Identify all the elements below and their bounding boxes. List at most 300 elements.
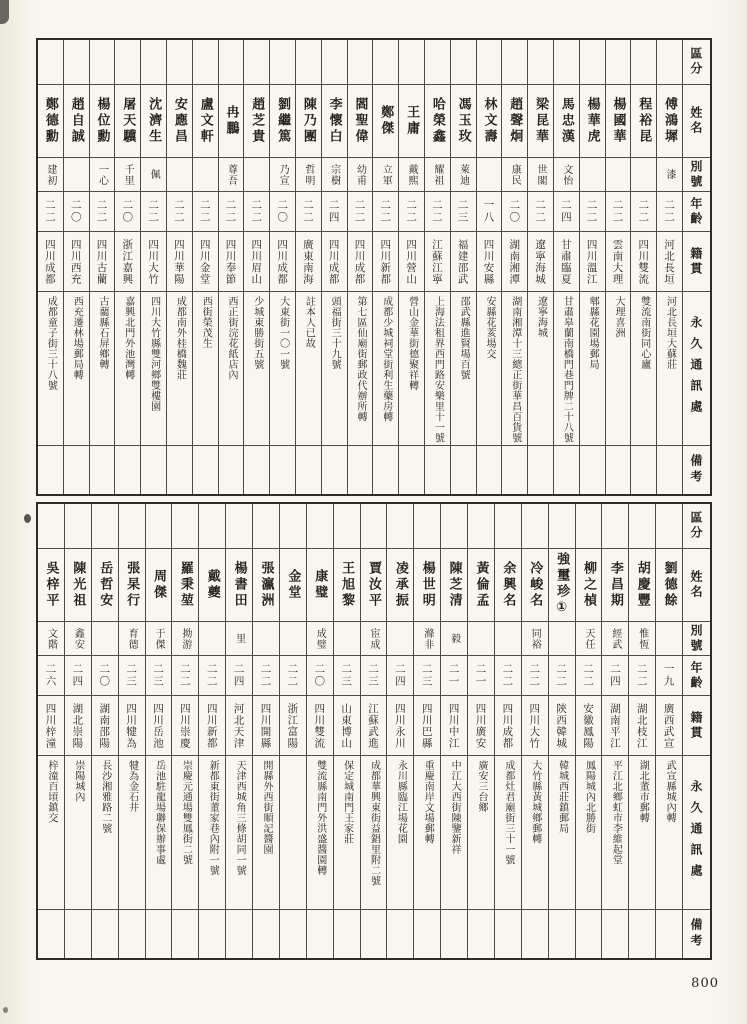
person-age: 二一 bbox=[468, 656, 494, 696]
cell-region bbox=[193, 40, 218, 85]
person-age: 二二 bbox=[606, 192, 631, 232]
person-address: 崇慶元通場雙鳳街二號 bbox=[172, 756, 198, 910]
person-column bbox=[146, 504, 173, 958]
person-origin: 四川梓潼 bbox=[38, 696, 64, 756]
cell-note bbox=[373, 446, 398, 494]
person-alias bbox=[64, 158, 89, 192]
cell-note bbox=[361, 910, 387, 958]
row-label-column bbox=[683, 504, 710, 958]
cell-note bbox=[38, 446, 63, 494]
person-name: 張杲行 bbox=[119, 549, 145, 622]
person-column bbox=[502, 40, 528, 494]
person-name: 黃倫孟 bbox=[468, 549, 494, 622]
person-address: 營山金華街德聚祥轉 bbox=[399, 292, 424, 446]
person-column bbox=[141, 40, 167, 494]
person-age: 二二 bbox=[348, 192, 373, 232]
person-column bbox=[199, 504, 226, 958]
person-name: 楊世明 bbox=[414, 549, 440, 622]
person-alias: 宦成 bbox=[361, 622, 387, 656]
person-name: 李昌期 bbox=[602, 549, 628, 622]
person-origin: 四川大竹 bbox=[522, 696, 548, 756]
person-address: 岳池駐龍場聯保辦事處 bbox=[146, 756, 172, 910]
cell-region bbox=[172, 504, 198, 549]
person-address: 第七區仙廟街郵政代辦所轉 bbox=[348, 292, 373, 446]
cell-region bbox=[38, 504, 64, 549]
person-name: 林文壽 bbox=[477, 85, 502, 158]
person-address: 西街榮茂生 bbox=[193, 292, 218, 446]
person-origin: 四川眉山 bbox=[244, 232, 269, 292]
person-name: 冉鵬 bbox=[219, 85, 244, 158]
row-label: 備考 bbox=[688, 454, 703, 486]
person-address: 新都東街董家巷內附一號 bbox=[199, 756, 225, 910]
cell-region bbox=[580, 40, 605, 85]
person-name: 陳乃團 bbox=[296, 85, 321, 158]
cell-region bbox=[656, 504, 682, 549]
person-address: 郫縣花園場郵局 bbox=[580, 292, 605, 446]
person-address bbox=[280, 756, 306, 910]
cell-note bbox=[226, 910, 252, 958]
person-age: 二一 bbox=[441, 656, 467, 696]
cell-note bbox=[115, 446, 140, 494]
row-label: 姓名 bbox=[683, 85, 710, 158]
person-age: 二二 bbox=[296, 192, 321, 232]
person-address: 雙流南街同心廬 bbox=[631, 292, 656, 446]
person-age: 二三 bbox=[334, 656, 360, 696]
cell-region bbox=[348, 40, 373, 85]
row-label: 備考 bbox=[689, 918, 703, 950]
person-address: 大竹縣黃城鄉郵轉 bbox=[522, 756, 548, 910]
cell-region bbox=[253, 504, 279, 549]
person-alias: 世閣 bbox=[528, 158, 553, 192]
cell-note bbox=[576, 910, 602, 958]
cell-note bbox=[387, 910, 413, 958]
person-alias: 育德 bbox=[119, 622, 145, 656]
person-origin: 甘肅臨夏 bbox=[554, 232, 579, 292]
person-age: 二四 bbox=[65, 656, 91, 696]
person-alias bbox=[631, 158, 656, 192]
cell-note bbox=[64, 446, 89, 494]
cell-note bbox=[119, 910, 145, 958]
person-origin: 四川廣安 bbox=[468, 696, 494, 756]
person-origin: 四川金堂 bbox=[193, 232, 218, 292]
cell-region bbox=[270, 40, 295, 85]
person-origin: 四川溫江 bbox=[580, 232, 605, 292]
person-alias bbox=[253, 622, 279, 656]
cell-region bbox=[495, 504, 521, 549]
person-name: 胡慶豐 bbox=[629, 549, 655, 622]
person-age: 二二 bbox=[90, 192, 115, 232]
person-origin: 四川犍為 bbox=[119, 696, 145, 756]
person-column bbox=[172, 504, 199, 958]
cell-note bbox=[549, 910, 575, 958]
person-address: 梓潼百頃鎮交 bbox=[38, 756, 64, 910]
person-name: 程裕昆 bbox=[631, 85, 656, 158]
cell-region bbox=[307, 504, 333, 549]
cell-note bbox=[606, 446, 631, 494]
cell-region bbox=[554, 40, 579, 85]
person-column bbox=[219, 40, 245, 494]
cell-note bbox=[307, 910, 333, 958]
person-column bbox=[441, 504, 468, 958]
person-column bbox=[361, 504, 388, 958]
cell-region bbox=[296, 40, 321, 85]
person-name: 趙自誠 bbox=[64, 85, 89, 158]
person-origin: 四川大竹 bbox=[141, 232, 166, 292]
person-origin: 雲南大理 bbox=[606, 232, 631, 292]
person-alias bbox=[580, 158, 605, 192]
cell-region bbox=[549, 504, 575, 549]
person-address: 開縣外西街順記醬園 bbox=[253, 756, 279, 910]
scan-smudge-top-left bbox=[0, 0, 9, 24]
cell-note bbox=[399, 446, 424, 494]
person-origin: 河北長垣 bbox=[657, 232, 682, 292]
cell-region bbox=[280, 504, 306, 549]
cell-note bbox=[425, 446, 450, 494]
person-alias: 宗樹 bbox=[322, 158, 347, 192]
person-name: 趙芝貴 bbox=[244, 85, 269, 158]
person-column bbox=[115, 40, 141, 494]
person-alias: 尊吾 bbox=[219, 158, 244, 192]
cell-note bbox=[322, 446, 347, 494]
person-alias bbox=[606, 158, 631, 192]
cell-region bbox=[119, 504, 145, 549]
cell-region bbox=[399, 40, 424, 85]
cell-note bbox=[602, 910, 628, 958]
person-column bbox=[468, 504, 495, 958]
cell-note bbox=[451, 446, 476, 494]
person-age: 二〇 bbox=[307, 656, 333, 696]
person-name: 王庸 bbox=[399, 85, 424, 158]
person-column bbox=[322, 40, 348, 494]
person-column bbox=[554, 40, 580, 494]
person-address: 天津西城角三條胡同一號 bbox=[226, 756, 252, 910]
person-alias: 戴熙 bbox=[399, 158, 424, 192]
person-alias: 里 bbox=[226, 622, 252, 656]
person-age: 二二 bbox=[280, 656, 306, 696]
person-age: 二二 bbox=[631, 192, 656, 232]
person-origin: 四川成都 bbox=[270, 232, 295, 292]
person-origin: 浙江富陽 bbox=[280, 696, 306, 756]
person-age: 二〇 bbox=[92, 656, 118, 696]
person-age: 二二 bbox=[193, 192, 218, 232]
person-name: 楊華虎 bbox=[580, 85, 605, 158]
registry-table-upper bbox=[36, 38, 712, 496]
person-origin: 河北天津 bbox=[226, 696, 252, 756]
person-origin: 四川崇慶 bbox=[172, 696, 198, 756]
person-column bbox=[65, 504, 92, 958]
person-name: 周傑 bbox=[146, 549, 172, 622]
person-name: 馬忠漢 bbox=[554, 85, 579, 158]
person-address: 河北長垣大蘇莊 bbox=[657, 292, 682, 446]
person-origin: 四川華陽 bbox=[167, 232, 192, 292]
row-label: 姓名 bbox=[683, 549, 710, 622]
cell-region bbox=[90, 40, 115, 85]
cell-note bbox=[65, 910, 91, 958]
row-label: 區分 bbox=[683, 40, 710, 85]
cell-note bbox=[502, 446, 527, 494]
person-alias: 佩 bbox=[141, 158, 166, 192]
row-label: 籍貫 bbox=[683, 232, 710, 292]
person-age: 二二 bbox=[528, 192, 553, 232]
person-name: 羅秉堃 bbox=[172, 549, 198, 622]
person-address: 少城東勝街五號 bbox=[244, 292, 269, 446]
person-name: 閻聖偉 bbox=[348, 85, 373, 158]
cell-region bbox=[451, 40, 476, 85]
cell-region bbox=[115, 40, 140, 85]
cell-note bbox=[141, 446, 166, 494]
person-name: 李懷白 bbox=[322, 85, 347, 158]
person-age: 二四 bbox=[554, 192, 579, 232]
person-name: 鄭德勳 bbox=[38, 85, 63, 158]
person-column bbox=[414, 504, 441, 958]
person-origin: 四川安縣 bbox=[477, 232, 502, 292]
person-name: 戴夔 bbox=[199, 549, 225, 622]
cell-note bbox=[334, 910, 360, 958]
person-origin: 安徽鳳陽 bbox=[576, 696, 602, 756]
person-alias bbox=[244, 158, 269, 192]
cell-note bbox=[244, 446, 269, 494]
person-name: 梁昆華 bbox=[528, 85, 553, 158]
person-origin: 四川岳池 bbox=[146, 696, 172, 756]
cell-note bbox=[528, 446, 553, 494]
person-alias: 毅 bbox=[441, 622, 467, 656]
person-age: 二二 bbox=[549, 656, 575, 696]
cell-note bbox=[92, 910, 118, 958]
person-alias: 成璧 bbox=[307, 622, 333, 656]
person-origin: 遼寧海城 bbox=[528, 232, 553, 292]
cell-region bbox=[226, 504, 252, 549]
person-age: 二六 bbox=[38, 656, 64, 696]
person-name: 楊書田 bbox=[226, 549, 252, 622]
person-alias: 漆 bbox=[657, 158, 682, 192]
person-age: 二四 bbox=[322, 192, 347, 232]
person-name: 金堂 bbox=[280, 549, 306, 622]
person-name: 陳芝清 bbox=[441, 549, 467, 622]
cell-note bbox=[495, 910, 521, 958]
cell-region bbox=[441, 504, 467, 549]
person-age: 二四 bbox=[387, 656, 413, 696]
cell-region bbox=[141, 40, 166, 85]
person-address: 成都灶君廟街三十一號 bbox=[495, 756, 521, 910]
person-address: 古藺縣石屏鄉轉 bbox=[90, 292, 115, 446]
person-name: 楊國華 bbox=[606, 85, 631, 158]
person-origin: 江蘇江寧 bbox=[425, 232, 450, 292]
person-alias bbox=[193, 158, 218, 192]
person-column bbox=[495, 504, 522, 958]
cell-note bbox=[280, 910, 306, 958]
person-name: 賈汝平 bbox=[361, 549, 387, 622]
person-alias: 滌非 bbox=[414, 622, 440, 656]
person-name: 傅鴻墀 bbox=[657, 85, 682, 158]
person-alias bbox=[477, 158, 502, 192]
person-age: 二〇 bbox=[115, 192, 140, 232]
row-label: 區分 bbox=[683, 504, 710, 549]
person-address: 大東街一〇一號 bbox=[270, 292, 295, 446]
person-address: 湖北董市郵轉 bbox=[629, 756, 655, 910]
person-column bbox=[549, 504, 576, 958]
person-name: 安應昌 bbox=[167, 85, 192, 158]
cell-region bbox=[64, 40, 89, 85]
person-origin: 湖南湘潭 bbox=[502, 232, 527, 292]
person-address: 西正街浣花紙店內 bbox=[219, 292, 244, 446]
cell-region bbox=[425, 40, 450, 85]
cell-region bbox=[373, 40, 398, 85]
cell-note bbox=[477, 446, 502, 494]
person-address: 犍為金石井 bbox=[119, 756, 145, 910]
person-address: 保定城南門王家莊 bbox=[334, 756, 360, 910]
cell-note bbox=[90, 446, 115, 494]
row-label: 年齡 bbox=[683, 192, 710, 232]
person-age: 二四 bbox=[602, 656, 628, 696]
cell-region bbox=[146, 504, 172, 549]
cell-region bbox=[92, 504, 118, 549]
person-origin: 四川成都 bbox=[38, 232, 63, 292]
person-address: 嘉興北門外池灣轉 bbox=[115, 292, 140, 446]
person-column bbox=[631, 40, 657, 494]
person-name: 劉德餘 bbox=[656, 549, 682, 622]
person-alias: 一心 bbox=[90, 158, 115, 192]
person-alias: 乃宣 bbox=[270, 158, 295, 192]
cell-note bbox=[414, 910, 440, 958]
person-age: 二二 bbox=[141, 192, 166, 232]
person-age: 二二 bbox=[399, 192, 424, 232]
person-column bbox=[296, 40, 322, 494]
person-origin: 四川雙流 bbox=[307, 696, 333, 756]
row-label: 別號 bbox=[683, 622, 710, 656]
person-origin: 四川成都 bbox=[495, 696, 521, 756]
person-column bbox=[64, 40, 90, 494]
person-address: 成都童子街三十八號 bbox=[38, 292, 63, 446]
registry-table-lower bbox=[36, 502, 712, 960]
cell-region bbox=[602, 504, 628, 549]
person-column bbox=[119, 504, 146, 958]
person-origin: 四川開縣 bbox=[253, 696, 279, 756]
person-age: 二二 bbox=[244, 192, 269, 232]
person-origin: 湖南邵陽 bbox=[92, 696, 118, 756]
cell-region bbox=[387, 504, 413, 549]
person-column bbox=[629, 504, 656, 958]
cell-region bbox=[199, 504, 225, 549]
person-column bbox=[657, 40, 683, 494]
person-name: 余興名 bbox=[495, 549, 521, 622]
person-address: 成都少城祠堂街利生藥房轉 bbox=[373, 292, 398, 446]
person-name: 鄭傑 bbox=[373, 85, 398, 158]
person-name: 柳之楨 bbox=[576, 549, 602, 622]
person-address: 廣安三台鄉 bbox=[468, 756, 494, 910]
person-address: 成都華興東街益錩里附二號 bbox=[361, 756, 387, 910]
person-name: 凌承振 bbox=[387, 549, 413, 622]
person-address: 邵武縣進賢場百號 bbox=[451, 292, 476, 446]
person-address: 永川縣臨江場花園 bbox=[387, 756, 413, 910]
person-address: 上海法租界西門路安樂里十一號 bbox=[425, 292, 450, 446]
cell-region bbox=[414, 504, 440, 549]
person-alias: 立軍 bbox=[373, 158, 398, 192]
person-column bbox=[167, 40, 193, 494]
person-age: 二二 bbox=[253, 656, 279, 696]
person-alias: 同裕 bbox=[522, 622, 548, 656]
person-age: 二四 bbox=[226, 656, 252, 696]
person-alias: 建初 bbox=[38, 158, 63, 192]
person-alias: 拗游 bbox=[172, 622, 198, 656]
person-alias: 哲明 bbox=[296, 158, 321, 192]
person-origin: 四川成都 bbox=[348, 232, 373, 292]
person-age: 二二 bbox=[172, 656, 198, 696]
person-column bbox=[580, 40, 606, 494]
person-address: 註本人已故 bbox=[296, 292, 321, 446]
person-column bbox=[425, 40, 451, 494]
cell-note bbox=[172, 910, 198, 958]
cell-note bbox=[468, 910, 494, 958]
person-age: 二二 bbox=[167, 192, 192, 232]
person-address: 鳳陽城內北勝街 bbox=[576, 756, 602, 910]
cell-note bbox=[253, 910, 279, 958]
person-alias: 鑫安 bbox=[65, 622, 91, 656]
person-name: 岳哲安 bbox=[92, 549, 118, 622]
person-column bbox=[280, 504, 307, 958]
person-alias bbox=[167, 158, 192, 192]
person-age: 二二 bbox=[629, 656, 655, 696]
cell-region bbox=[629, 504, 655, 549]
person-age: 二三 bbox=[451, 192, 476, 232]
person-address: 重慶南岸文場郵轉 bbox=[414, 756, 440, 910]
person-name: 強璽珍① bbox=[549, 549, 575, 622]
person-age: 二二 bbox=[657, 192, 682, 232]
person-address: 西充遷林場郵局轉 bbox=[64, 292, 89, 446]
row-label: 年齡 bbox=[683, 656, 710, 696]
person-name: 劉繼篤 bbox=[270, 85, 295, 158]
person-column bbox=[602, 504, 629, 958]
person-column bbox=[576, 504, 603, 958]
person-name: 楊位勳 bbox=[90, 85, 115, 158]
person-age: 二二 bbox=[425, 192, 450, 232]
person-name: 馮玉玫 bbox=[451, 85, 476, 158]
person-age: 一九 bbox=[656, 656, 682, 696]
person-origin: 四川營山 bbox=[399, 232, 424, 292]
person-name: 陳光祖 bbox=[65, 549, 91, 622]
page-number: 800 bbox=[691, 976, 719, 991]
person-alias bbox=[334, 622, 360, 656]
person-alias bbox=[280, 622, 306, 656]
person-name: 沈濟生 bbox=[141, 85, 166, 158]
person-name: 趙聲炯 bbox=[502, 85, 527, 158]
cell-note bbox=[441, 910, 467, 958]
person-name: 吳梓平 bbox=[38, 549, 64, 622]
person-alias: 耀祖 bbox=[425, 158, 450, 192]
person-column bbox=[270, 40, 296, 494]
person-column bbox=[348, 40, 374, 494]
person-alias: 文怡 bbox=[554, 158, 579, 192]
person-origin: 四川西充 bbox=[64, 232, 89, 292]
person-name: 康璧 bbox=[307, 549, 333, 622]
cell-region bbox=[244, 40, 269, 85]
cell-region bbox=[38, 40, 63, 85]
person-column bbox=[307, 504, 334, 958]
person-alias bbox=[495, 622, 521, 656]
person-origin: 廣西武宣 bbox=[656, 696, 682, 756]
cell-region bbox=[361, 504, 387, 549]
person-origin: 四川新都 bbox=[199, 696, 225, 756]
person-column bbox=[193, 40, 219, 494]
cell-region bbox=[657, 40, 682, 85]
person-address: 武宣縣城內轉 bbox=[656, 756, 682, 910]
person-column bbox=[451, 40, 477, 494]
person-age: 二二 bbox=[522, 656, 548, 696]
person-address: 平江北鄉虹市李維起堂 bbox=[602, 756, 628, 910]
cell-region bbox=[65, 504, 91, 549]
person-alias: 惟恆 bbox=[629, 622, 655, 656]
person-address: 湖南湘潭十三總正街華昌百貨號 bbox=[502, 292, 527, 446]
cell-region bbox=[522, 504, 548, 549]
